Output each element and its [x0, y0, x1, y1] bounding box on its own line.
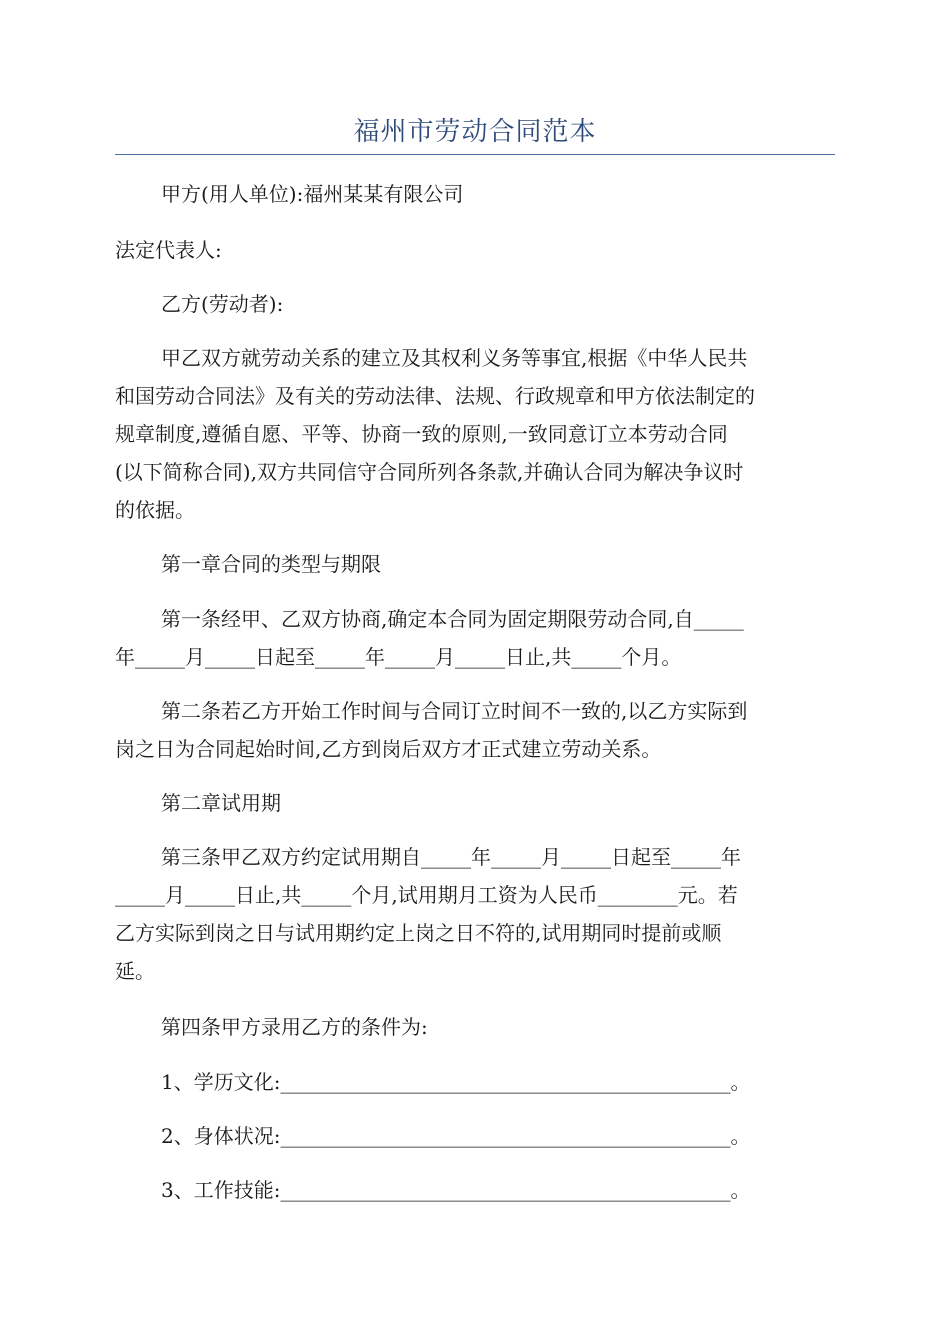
title-underline	[115, 154, 835, 155]
condition-skills: 3、工作技能:_____________________________________________。	[161, 1178, 751, 1202]
intro-line-2: 和国劳动合同法》及有关的劳动法律、法规、行政规章和甲方依法制定的	[115, 384, 755, 408]
condition-health: 2、身体状况:_____________________________________________。	[161, 1124, 751, 1148]
article-3-line-1: 第三条甲乙双方约定试用期自_____年_____月_____日起至_____年	[161, 845, 741, 869]
intro-line-3: 规章制度,遵循自愿、平等、协商一致的原则,一致同意订立本劳动合同	[115, 422, 728, 446]
intro-line-1: 甲乙双方就劳动关系的建立及其权利义务等事宜,根据《中华人民共	[161, 346, 748, 370]
party-b-line: 乙方(劳动者):	[161, 292, 284, 316]
chapter-1-heading: 第一章合同的类型与期限	[161, 552, 381, 576]
article-3-line-3: 乙方实际到岗之日与试用期约定上岗之日不符的,试用期同时提前或顺	[115, 921, 722, 945]
article-4-line: 第四条甲方录用乙方的条件为:	[161, 1015, 428, 1039]
party-a-line: 甲方(用人单位):福州某某有限公司	[161, 182, 464, 206]
article-1-line-1: 第一条经甲、乙双方协商,确定本合同为固定期限劳动合同,自_____	[161, 607, 744, 631]
document-title: 福州市劳动合同范本	[353, 117, 597, 147]
chapter-2-heading: 第二章试用期	[161, 791, 281, 815]
article-3-line-4: 延。	[115, 959, 155, 983]
intro-line-4: (以下简称合同),双方共同信守合同所列各条款,并确认合同为解决争议时	[115, 460, 744, 484]
intro-line-5: 的依据。	[115, 498, 195, 522]
condition-education: 1、学历文化:_____________________________________________。	[161, 1070, 751, 1094]
article-1-line-2: 年_____月_____日起至_____年_____月_____日止,共_____个月。	[115, 645, 682, 669]
article-2-line-2: 岗之日为合同起始时间,乙方到岗后双方才正式建立劳动关系。	[115, 737, 662, 761]
article-2-line-1: 第二条若乙方开始工作时间与合同订立时间不一致的,以乙方实际到	[161, 699, 748, 723]
legal-representative-line: 法定代表人:	[115, 238, 222, 262]
article-3-line-2: _____月_____日止,共_____个月,试用期月工资为人民币________元。若	[115, 883, 738, 907]
